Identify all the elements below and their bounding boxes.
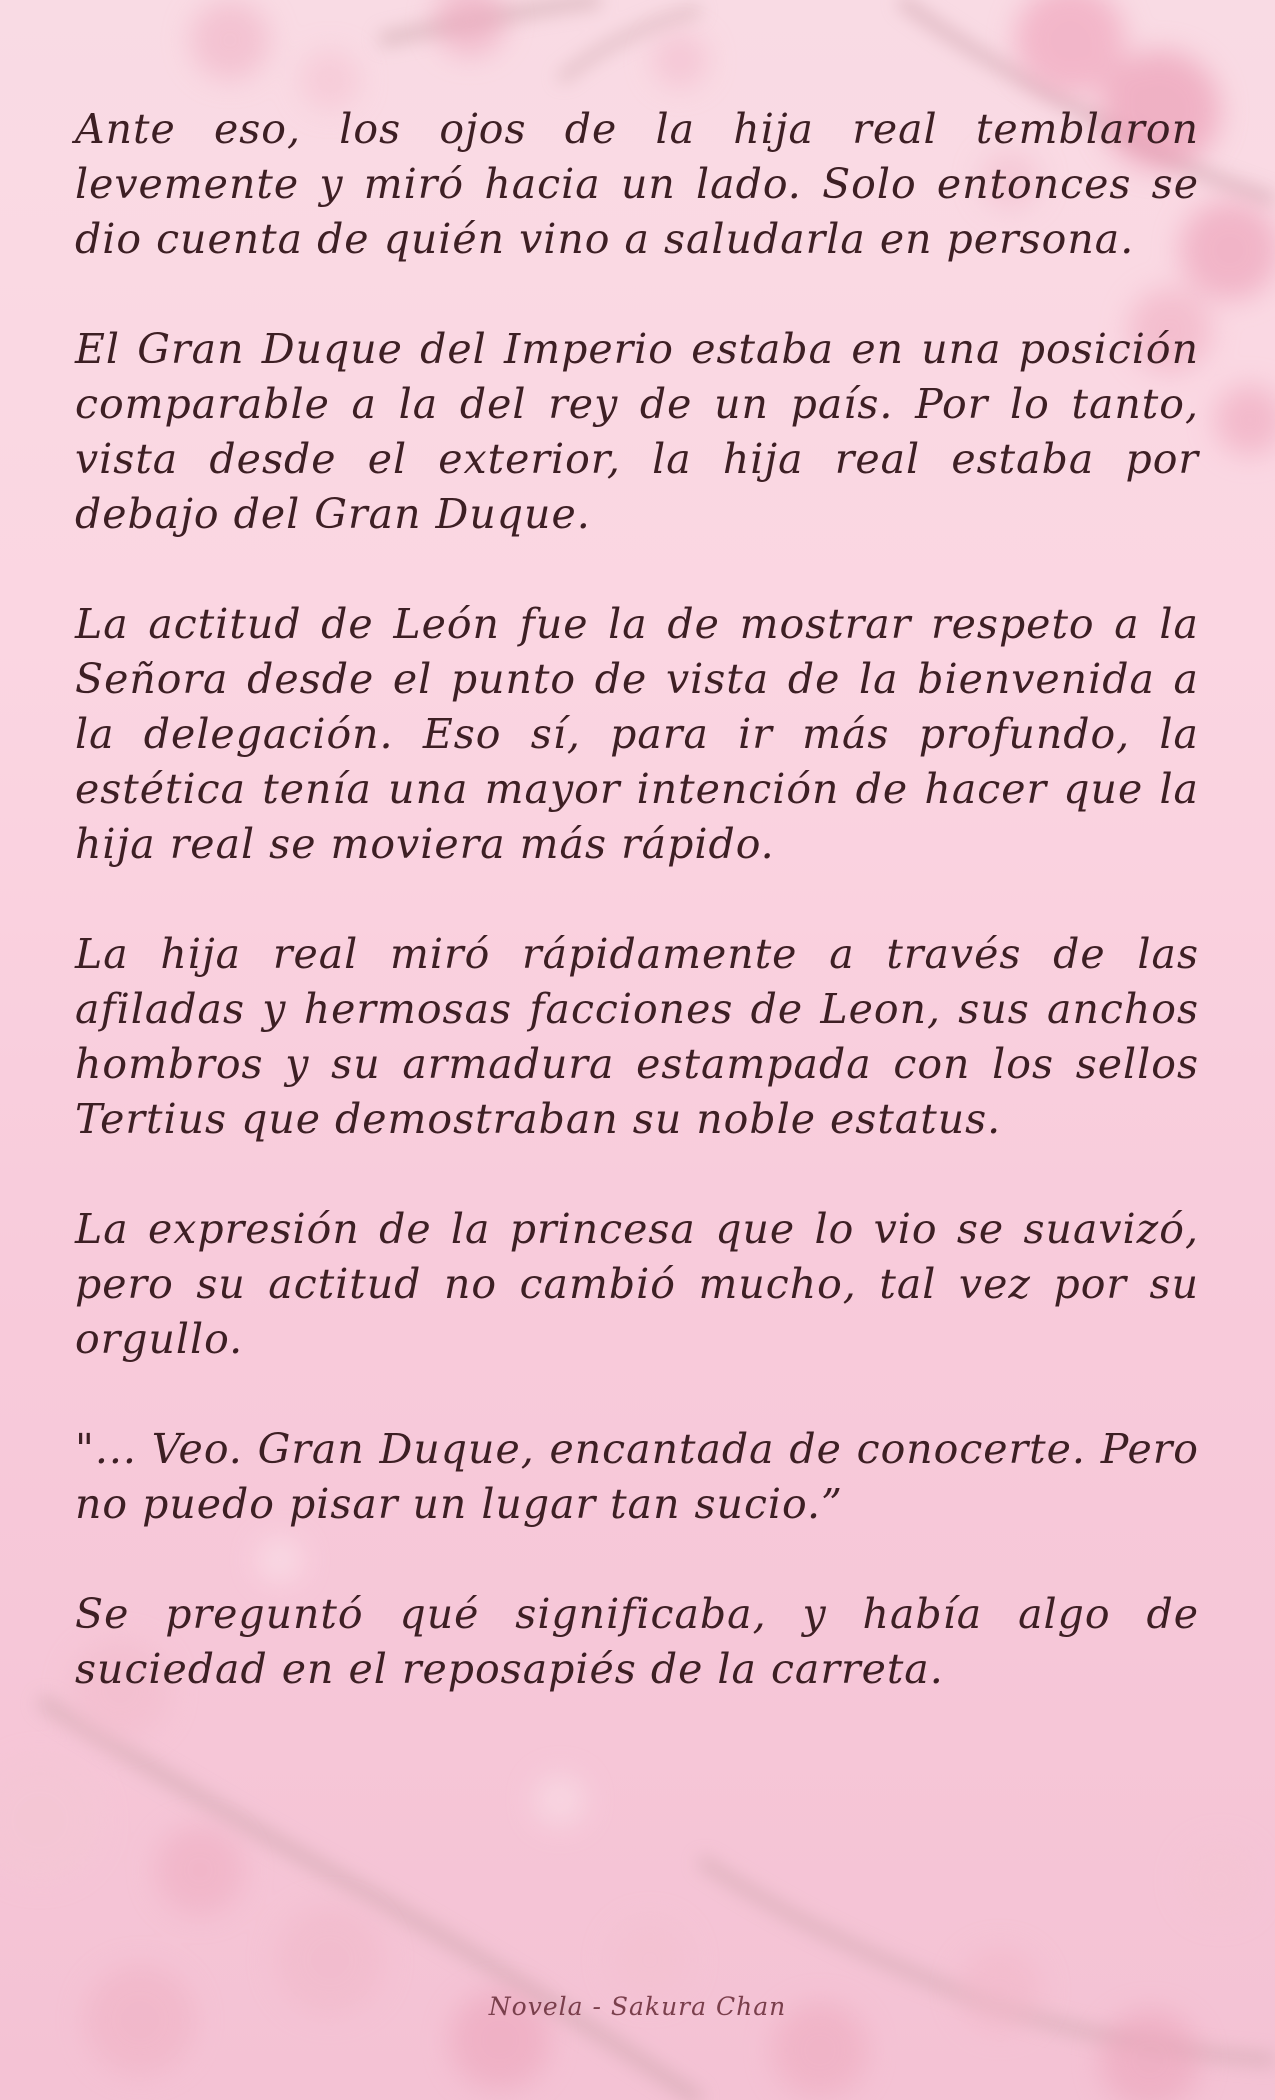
paragraph: Se preguntó qué significaba, y había algo de suciedad en el reposapiés de la carreta. — [75, 1590, 1199, 1693]
paragraph: La hija real miró rápidamente a través de las afiladas y hermosas facciones de Leon, sus anchos hombros y su armadura estampada con los sellos Tertius que demostraban su noble estatus. — [75, 930, 1199, 1143]
footer-credit: Novela - Sakura Chan — [488, 1992, 787, 2021]
paragraph: La actitud de León fue la de mostrar respeto a la Señora desde el punto de vista de la bienvenida a la delegación. Eso sí, para ir más profundo, la estética tenía una mayor intención de hacer que la hija real se moviera más rápido. — [75, 600, 1199, 868]
novel-text-page — [75, 102, 1199, 1752]
paragraph: Ante eso, los ojos de la hija real temblaron levemente y miró hacia un lado. Solo entonces se dio cuenta de quién vino a saludarla en persona. — [75, 105, 1199, 263]
paragraph: La expresión de la princesa que lo vio se suavizó, pero su actitud no cambió mucho, tal vez por su orgullo. — [75, 1205, 1199, 1363]
paragraph: El Gran Duque del Imperio estaba en una posición comparable a la del rey de un país. Por lo tanto, vista desde el exterior, la hija real estaba por debajo del Gran Duque. — [75, 325, 1199, 538]
paragraph: "... Veo. Gran Duque, encantada de conocerte. Pero no puedo pisar un lugar tan sucio.” — [75, 1425, 1199, 1528]
